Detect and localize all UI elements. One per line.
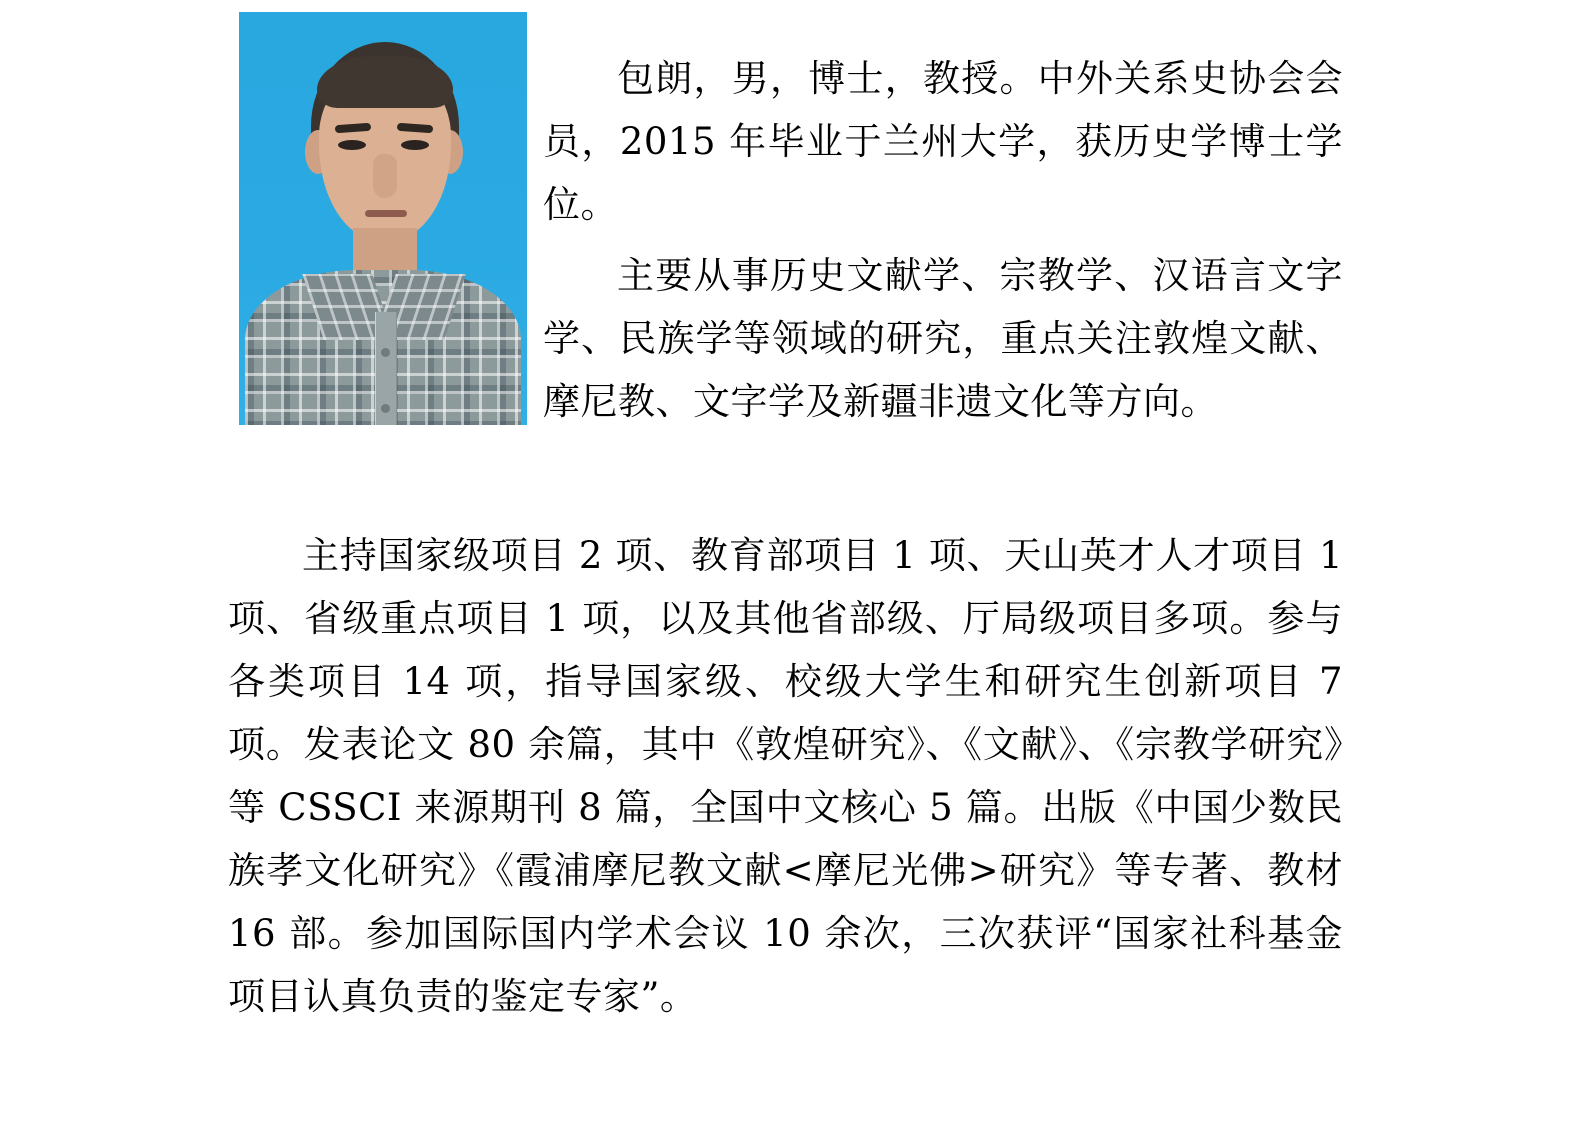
portrait-nose xyxy=(373,154,397,198)
bio-paragraph-research: 主要从事历史文献学、宗教学、汉语言文字学、民族学等领域的研究，重点关注敦煌文献、摩尼教、文字学及新疆非遗文化等方向。 xyxy=(543,254,1343,423)
portrait-shirt-button xyxy=(381,348,390,357)
portrait-fringe xyxy=(317,56,453,108)
portrait-shirt-button xyxy=(381,404,390,413)
portrait-image xyxy=(239,12,527,425)
portrait-eye-left xyxy=(338,140,366,150)
portrait-photo xyxy=(239,12,527,425)
portrait-eye-right xyxy=(401,140,429,150)
bio-paragraph-intro: 包朗，男，博士，教授。中外关系史协会会员，2015 年毕业于兰州大学，获历史学博士学位。 xyxy=(543,57,1343,226)
portrait-mouth xyxy=(365,210,407,217)
bio-paragraph-achievements: 主持国家级项目 2 项、教育部项目 1 项、天山英才人才项目 1 项、省级重点项目 1 项，以及其他省部级、厅局级项目多项。参与各类项目 14 项，指导国家级、校级大学生和研究生创新项目 7 项。发表论文 80 余篇，其中《敦煌研究》、《文献》、《宗教学研究》等 CSSCI 来源期刊 8 篇，全国中文核心 5 篇。出版《中国少数民族孝文化研究》《霞浦摩尼教文献<摩尼光佛>研究》等专著、教材 16 部。参加国际国内学术会议 10 余次，三次获评“国家社科基金项目认真负责的鉴定专家”。 xyxy=(228,534,1343,1018)
